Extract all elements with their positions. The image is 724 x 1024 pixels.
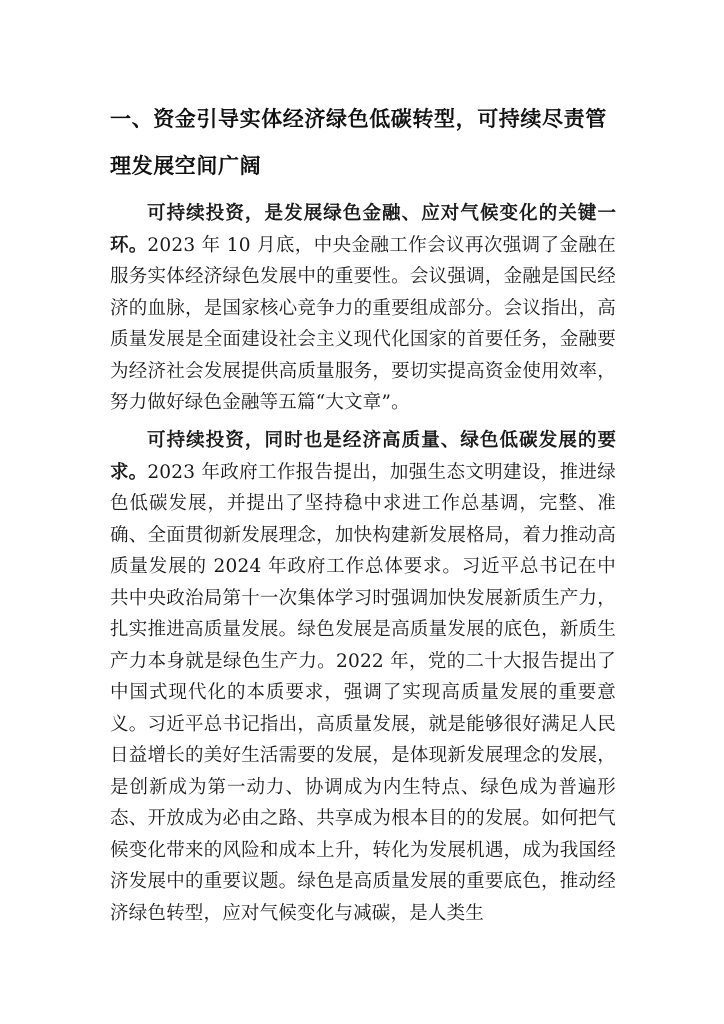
paragraph-lead-sentence: 可持续投资，是发展绿色金融、应对气候变化的关键一环。 <box>110 203 616 256</box>
paragraph-lead-sentence: 可持续投资，同时也是经济高质量、绿色低碳发展的要求。 <box>110 430 616 483</box>
paragraph-body: 2023 年政府工作报告提出，加强生态文明建设，推进绿色低碳发展，并提出了坚持稳中求进工作总基调，完整、准确、全面贯彻新发展理念，加快构建新发展格局，着力推动高质量发展的 2024 年政府工作总体要求。习近平总书记在中共中央政治局第十一次集体学习时强调加快发展新质生产力，扎实推进高质量发展。绿色发展是高质量发展的底色，新质生产力本身就是绿色生产力。2022 年，党的二十大报告提出了中国式现代化的本质要求，强调了实现高质量发展的重要意义。习近平总书记指出，高质量发展，就是能够很好满足人民日益增长的美好生活需要的发展，是体现新发展理念的发展，是创新成为第一动力、协调成为内生特点、绿色成为普遍形态、开放成为必由之路、共享成为根本目的的发展。如何把气候变化带来的风险和成本上升，转化为发展机遇，成为我国经济发展中的重要议题。绿色是高质量发展的重要底色，推动经济绿色转型，应对气候变化与减碳，是人类生 <box>110 461 616 924</box>
section-heading: 一、资金引导实体经济绿色低碳转型，可持续尽责管理发展空间广阔 <box>110 107 607 178</box>
paragraph-body: 2023 年 10 月底，中央金融工作会议再次强调了金融在服务实体经济绿色发展中的重要性。会议强调，金融是国民经济的血脉，是国家核心竞争力的重要组成部分。会议指出，高质量发展是全面建设社会主义现代化国家的首要任务，金融要为经济社会发展提供高质量服务，要切实提高资金使用效率，努力做好绿色金融等五篇“大文章”。 <box>110 234 616 413</box>
paragraph <box>110 198 616 419</box>
paragraph <box>110 425 616 929</box>
